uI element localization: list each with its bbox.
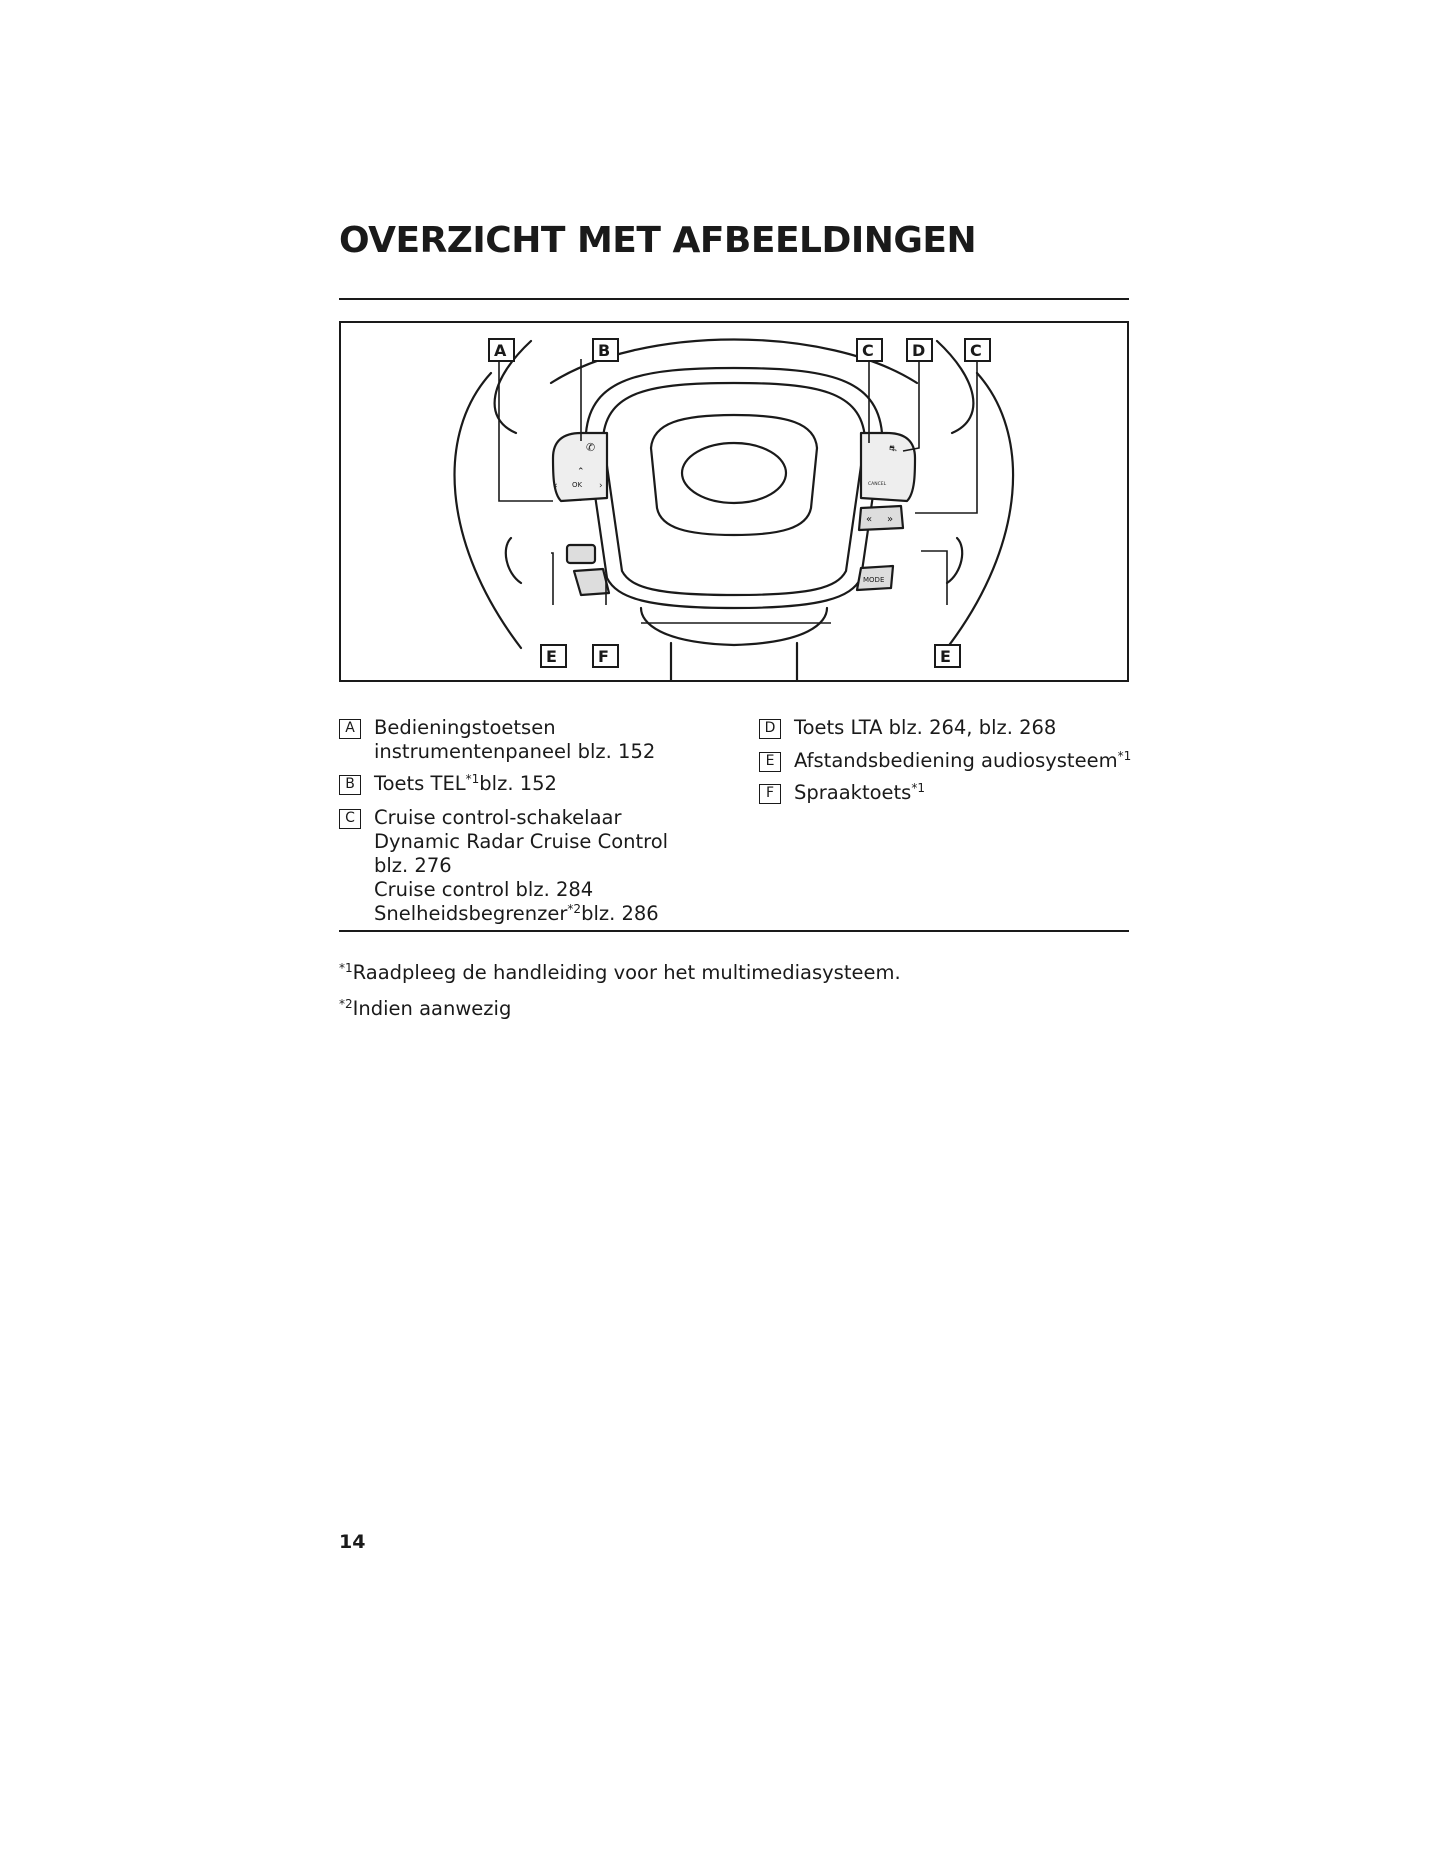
legend-text: Bedieningstoetsen (374, 716, 556, 739)
svg-text:C: C (862, 341, 874, 360)
chevron-right-icon: › (599, 481, 603, 491)
callout-a (489, 339, 514, 361)
callout-e-right (935, 645, 960, 667)
svg-text:F: F (598, 647, 609, 666)
lower-spoke (641, 608, 827, 645)
footnote-2: $^{*2}$Indien aanwezig (339, 997, 512, 1020)
callout-c-right (965, 339, 990, 361)
ok-button-label: OK (572, 481, 583, 489)
mode-button-label: MODE (863, 576, 885, 584)
callout-c-left (857, 339, 882, 361)
legend-text: Afstandsbediening audiosysteem$^{*1}$ (794, 749, 1132, 772)
cancel-button-label: CANCEL (868, 482, 887, 487)
footnote-1: $^{*1}$Raadpleeg de handleiding voor het multimediasysteem. (339, 961, 901, 984)
left-lower-switch (567, 545, 595, 563)
legend-text: blz. 276 (374, 854, 452, 877)
chevron-up-icon: ⌃ (577, 467, 585, 477)
emblem-frame (651, 415, 817, 535)
emblem (682, 443, 786, 503)
legend-text: instrumentenpaneel blz. 152 (374, 740, 656, 763)
legend-text: Spraaktoets$^{*1}$ (794, 781, 925, 804)
legend-text: Cruise control blz. 284 (374, 878, 594, 901)
legend-key: B (339, 775, 361, 795)
svg-text:D: D (912, 341, 926, 360)
legend-text: Toets TEL$^{*1}$blz. 152 (374, 772, 557, 795)
hub-outer (586, 368, 885, 608)
callout-d (907, 339, 932, 361)
svg-text:B: B (598, 341, 611, 360)
track-prev-icon: « (866, 514, 873, 525)
lta-icon: ⛐ (889, 444, 897, 454)
legend-key: D (759, 719, 781, 739)
wheel-rim-left (455, 373, 521, 648)
header-divider (339, 298, 1129, 300)
svg-text:C: C (970, 341, 982, 360)
legend-text: Snelheidsbegrenzer$^{*2}$blz. 286 (374, 902, 659, 925)
page-number: 14 (339, 1531, 366, 1553)
page-title: OVERZICHT MET AFBEELDINGEN (339, 220, 977, 261)
chevron-left-icon: ‹ (554, 481, 558, 491)
chevron-down-icon: ⌄ (577, 494, 585, 504)
legend-text: Dynamic Radar Cruise Control (374, 830, 669, 853)
wheel-rim-right (947, 373, 1013, 648)
legend-text: Toets LTA blz. 264, blz. 268 (794, 716, 1057, 739)
legend-key: E (759, 752, 781, 772)
legend-key: A (339, 719, 361, 739)
steering-wheel-illustration (341, 323, 1127, 680)
legend-divider (339, 930, 1129, 932)
callout-e-left (541, 645, 566, 667)
phone-icon: ✆ (586, 441, 596, 454)
steering-wheel-figure (339, 321, 1129, 682)
svg-text:A: A (494, 341, 507, 360)
svg-text:E: E (546, 647, 557, 666)
track-next-icon: » (887, 514, 894, 525)
callout-f (593, 645, 618, 667)
svg-text:E: E (940, 647, 951, 666)
voice-button (574, 569, 609, 595)
legend-key: C (339, 809, 361, 829)
callout-b (593, 339, 618, 361)
legend-text: Cruise control-schakelaar (374, 806, 622, 829)
right-switch-pad (861, 433, 915, 501)
legend-key: F (759, 784, 781, 804)
